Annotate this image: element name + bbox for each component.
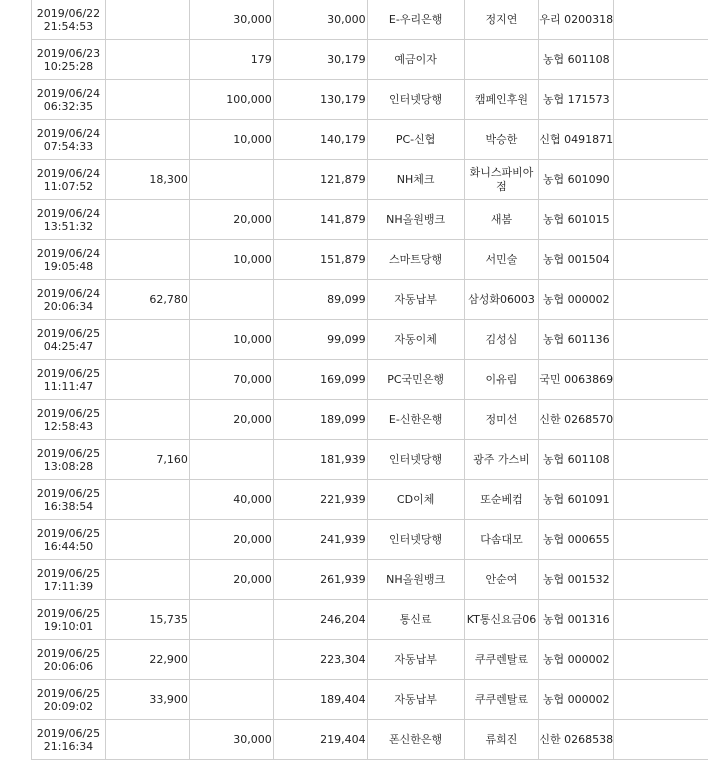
bank-account-cell: 신협 0491871 [539, 120, 614, 160]
memo-cell [614, 560, 708, 600]
table-row [32, 200, 708, 240]
transaction-date: 2019/06/24 [36, 206, 101, 220]
transaction-type-cell: NH올원뱅크 [367, 200, 464, 240]
bank-account-cell: 신한 0268570 [539, 400, 614, 440]
transaction-datetime-cell [32, 360, 106, 400]
deposit-amount-cell: 20,000 [189, 560, 273, 600]
table-row [32, 520, 708, 560]
transaction-time: 06:32:35 [43, 99, 94, 113]
transaction-datetime-cell [32, 440, 106, 480]
transaction-type-cell: 자동납부 [367, 280, 464, 320]
table-row [32, 560, 708, 600]
transaction-time: 04:25:47 [43, 339, 94, 353]
bank-account-cell: 농협 171573 [539, 80, 614, 120]
transaction-time: 16:38:54 [43, 499, 94, 513]
balance-amount-cell: 241,939 [273, 520, 367, 560]
transaction-datetime-cell [32, 0, 106, 40]
table-row [32, 280, 708, 320]
balance-amount-cell: 99,099 [273, 320, 367, 360]
counterparty-name-cell: KT통신요금06 [464, 600, 539, 640]
balance-amount-cell: 246,204 [273, 600, 367, 640]
table-row [32, 600, 708, 640]
counterparty-name-cell: 쿠쿠렌탈료 [464, 640, 539, 680]
transaction-date: 2019/06/25 [36, 566, 101, 580]
deposit-amount-cell: 20,000 [189, 520, 273, 560]
deposit-amount-cell: 40,000 [189, 480, 273, 520]
transaction-datetime-cell [32, 280, 106, 320]
memo-cell [614, 120, 708, 160]
transaction-datetime-cell [32, 200, 106, 240]
transaction-datetime-cell [32, 400, 106, 440]
transaction-time: 12:58:43 [43, 419, 94, 433]
transaction-date: 2019/06/25 [36, 686, 101, 700]
transaction-table [31, 0, 708, 760]
balance-amount-cell: 181,939 [273, 440, 367, 480]
table-row [32, 680, 708, 720]
bank-account-cell: 국민 0063869 [539, 360, 614, 400]
table-row [32, 480, 708, 520]
table-row [32, 160, 708, 200]
transaction-datetime-cell [32, 640, 106, 680]
transaction-type-cell: E-우리은행 [367, 0, 464, 40]
transaction-datetime-cell [32, 480, 106, 520]
transaction-datetime-cell [32, 240, 106, 280]
transaction-type-cell: 인터넷당행 [367, 440, 464, 480]
table-row [32, 360, 708, 400]
transaction-type-cell: 인터넷당행 [367, 80, 464, 120]
table-row [32, 240, 708, 280]
memo-cell [614, 400, 708, 440]
withdrawal-amount-cell [105, 120, 189, 160]
table-row [32, 440, 708, 480]
transaction-datetime-cell [32, 560, 106, 600]
withdrawal-amount-cell: 22,900 [105, 640, 189, 680]
memo-cell [614, 200, 708, 240]
counterparty-name-cell: 안순여 [464, 560, 539, 600]
balance-amount-cell: 151,879 [273, 240, 367, 280]
table-row [32, 400, 708, 440]
withdrawal-amount-cell: 33,900 [105, 680, 189, 720]
counterparty-name-cell: 류희진 [464, 720, 539, 760]
bank-account-cell: 농협 001532 [539, 560, 614, 600]
deposit-amount-cell: 10,000 [189, 240, 273, 280]
transaction-time: 20:09:02 [43, 699, 94, 713]
transaction-type-cell: E-신한은행 [367, 400, 464, 440]
transaction-date: 2019/06/24 [36, 166, 101, 180]
withdrawal-amount-cell: 7,160 [105, 440, 189, 480]
transaction-date: 2019/06/24 [36, 246, 101, 260]
bank-account-cell: 농협 001504 [539, 240, 614, 280]
bank-account-cell: 농협 601136 [539, 320, 614, 360]
counterparty-name-cell: 새봄 [464, 200, 539, 240]
counterparty-name-cell: 다솜대모 [464, 520, 539, 560]
transaction-time: 10:25:28 [43, 59, 94, 73]
transaction-date: 2019/06/23 [36, 46, 101, 60]
deposit-amount-cell [189, 440, 273, 480]
deposit-amount-cell: 20,000 [189, 200, 273, 240]
transaction-time: 13:08:28 [43, 459, 94, 473]
balance-amount-cell: 219,404 [273, 720, 367, 760]
balance-amount-cell: 169,099 [273, 360, 367, 400]
transaction-date: 2019/06/25 [36, 446, 101, 460]
memo-cell [614, 480, 708, 520]
memo-cell [614, 280, 708, 320]
balance-amount-cell: 121,879 [273, 160, 367, 200]
transaction-time: 20:06:34 [43, 299, 94, 313]
withdrawal-amount-cell: 15,735 [105, 600, 189, 640]
transaction-date: 2019/06/24 [36, 286, 101, 300]
table-row [32, 320, 708, 360]
transaction-type-cell: 자동납부 [367, 640, 464, 680]
transaction-time: 21:54:53 [43, 19, 94, 33]
transaction-type-cell: CD이체 [367, 480, 464, 520]
transaction-date: 2019/06/25 [36, 606, 101, 620]
table-row [32, 640, 708, 680]
bank-account-cell: 농협 000002 [539, 280, 614, 320]
table-row [32, 40, 708, 80]
memo-cell [614, 320, 708, 360]
deposit-amount-cell [189, 640, 273, 680]
transaction-type-cell: 스마트당행 [367, 240, 464, 280]
transaction-date: 2019/06/25 [36, 726, 101, 740]
transaction-datetime-cell [32, 680, 106, 720]
transaction-type-cell: PC-신협 [367, 120, 464, 160]
balance-amount-cell: 221,939 [273, 480, 367, 520]
deposit-amount-cell: 10,000 [189, 320, 273, 360]
transaction-time: 17:11:39 [43, 579, 94, 593]
counterparty-name-cell: 또순베컴 [464, 480, 539, 520]
deposit-amount-cell: 30,000 [189, 0, 273, 40]
memo-cell [614, 240, 708, 280]
balance-amount-cell: 130,179 [273, 80, 367, 120]
transaction-time: 07:54:33 [43, 139, 94, 153]
transaction-time: 20:06:06 [43, 659, 94, 673]
transaction-time: 21:16:34 [43, 739, 94, 753]
withdrawal-amount-cell [105, 80, 189, 120]
bank-account-cell: 농협 601015 [539, 200, 614, 240]
balance-amount-cell: 30,000 [273, 0, 367, 40]
withdrawal-amount-cell [105, 40, 189, 80]
transaction-type-cell: NH체크 [367, 160, 464, 200]
counterparty-name-cell: 광주 가스비 [464, 440, 539, 480]
memo-cell [614, 160, 708, 200]
transaction-date: 2019/06/24 [36, 86, 101, 100]
transaction-time: 19:10:01 [43, 619, 94, 633]
transaction-type-cell: 예금이자 [367, 40, 464, 80]
transaction-type-cell: 통신료 [367, 600, 464, 640]
memo-cell [614, 680, 708, 720]
balance-amount-cell: 89,099 [273, 280, 367, 320]
deposit-amount-cell [189, 600, 273, 640]
bank-account-cell: 농협 601108 [539, 440, 614, 480]
deposit-amount-cell [189, 680, 273, 720]
bank-account-cell: 농협 000002 [539, 640, 614, 680]
balance-amount-cell: 30,179 [273, 40, 367, 80]
table-row [32, 0, 708, 40]
memo-cell [614, 600, 708, 640]
balance-amount-cell: 261,939 [273, 560, 367, 600]
transaction-time: 19:05:48 [43, 259, 94, 273]
transaction-date: 2019/06/25 [36, 366, 101, 380]
balance-amount-cell: 223,304 [273, 640, 367, 680]
counterparty-name-cell [464, 40, 539, 80]
bank-account-cell: 우리 0200318 [539, 0, 614, 40]
transaction-datetime-cell [32, 720, 106, 760]
transaction-type-cell: 자동납부 [367, 680, 464, 720]
deposit-amount-cell: 100,000 [189, 80, 273, 120]
bank-account-cell: 신한 0268538 [539, 720, 614, 760]
transaction-date: 2019/06/25 [36, 486, 101, 500]
deposit-amount-cell: 179 [189, 40, 273, 80]
memo-cell [614, 440, 708, 480]
bank-account-cell: 농협 601091 [539, 480, 614, 520]
transaction-datetime-cell [32, 320, 106, 360]
withdrawal-amount-cell [105, 360, 189, 400]
memo-cell [614, 520, 708, 560]
transaction-time: 11:07:52 [43, 179, 94, 193]
withdrawal-amount-cell [105, 0, 189, 40]
withdrawal-amount-cell [105, 240, 189, 280]
transaction-datetime-cell [32, 80, 106, 120]
counterparty-name-cell: 김성심 [464, 320, 539, 360]
balance-amount-cell: 189,404 [273, 680, 367, 720]
table-row [32, 120, 708, 160]
transaction-date: 2019/06/22 [36, 6, 101, 20]
counterparty-name-cell: 삼성화06003 [464, 280, 539, 320]
withdrawal-amount-cell [105, 720, 189, 760]
counterparty-name-cell: 정지연 [464, 0, 539, 40]
deposit-amount-cell: 10,000 [189, 120, 273, 160]
counterparty-name-cell: 박승한 [464, 120, 539, 160]
balance-amount-cell: 141,879 [273, 200, 367, 240]
withdrawal-amount-cell [105, 200, 189, 240]
withdrawal-amount-cell: 62,780 [105, 280, 189, 320]
deposit-amount-cell [189, 160, 273, 200]
table-row [32, 720, 708, 760]
counterparty-name-cell: 화니스파비아점 [464, 160, 539, 200]
memo-cell [614, 80, 708, 120]
bank-account-cell: 농협 601108 [539, 40, 614, 80]
transaction-date: 2019/06/25 [36, 526, 101, 540]
transaction-datetime-cell [32, 40, 106, 80]
withdrawal-amount-cell [105, 320, 189, 360]
memo-cell [614, 720, 708, 760]
transaction-datetime-cell [32, 120, 106, 160]
counterparty-name-cell: 정미선 [464, 400, 539, 440]
memo-cell [614, 0, 708, 40]
counterparty-name-cell: 캠페인후원 [464, 80, 539, 120]
transaction-table-body [32, 0, 708, 760]
deposit-amount-cell [189, 280, 273, 320]
transaction-time: 16:44:50 [43, 539, 94, 553]
bank-account-cell: 농협 601090 [539, 160, 614, 200]
transaction-date: 2019/06/25 [36, 646, 101, 660]
transaction-type-cell: 폰신한은행 [367, 720, 464, 760]
withdrawal-amount-cell [105, 400, 189, 440]
counterparty-name-cell: 서민술 [464, 240, 539, 280]
counterparty-name-cell: 이유림 [464, 360, 539, 400]
transaction-type-cell: 자동이체 [367, 320, 464, 360]
transaction-datetime-cell [32, 600, 106, 640]
transaction-time: 13:51:32 [43, 219, 94, 233]
transaction-type-cell: PC국민은행 [367, 360, 464, 400]
transaction-date: 2019/06/25 [36, 326, 101, 340]
counterparty-name-cell: 쿠쿠렌탈료 [464, 680, 539, 720]
transaction-type-cell: 인터넷당행 [367, 520, 464, 560]
withdrawal-amount-cell: 18,300 [105, 160, 189, 200]
bank-account-cell: 농협 000655 [539, 520, 614, 560]
deposit-amount-cell: 30,000 [189, 720, 273, 760]
balance-amount-cell: 140,179 [273, 120, 367, 160]
transaction-datetime-cell [32, 160, 106, 200]
transaction-date: 2019/06/24 [36, 126, 101, 140]
bank-account-cell: 농협 001316 [539, 600, 614, 640]
withdrawal-amount-cell [105, 520, 189, 560]
withdrawal-amount-cell [105, 560, 189, 600]
balance-amount-cell: 189,099 [273, 400, 367, 440]
deposit-amount-cell: 70,000 [189, 360, 273, 400]
transaction-type-cell: NH올원뱅크 [367, 560, 464, 600]
table-row [32, 80, 708, 120]
bank-account-cell: 농협 000002 [539, 680, 614, 720]
transaction-date: 2019/06/25 [36, 406, 101, 420]
transaction-datetime-cell [32, 520, 106, 560]
withdrawal-amount-cell [105, 480, 189, 520]
memo-cell [614, 40, 708, 80]
deposit-amount-cell: 20,000 [189, 400, 273, 440]
transaction-time: 11:11:47 [43, 379, 94, 393]
memo-cell [614, 640, 708, 680]
memo-cell [614, 360, 708, 400]
